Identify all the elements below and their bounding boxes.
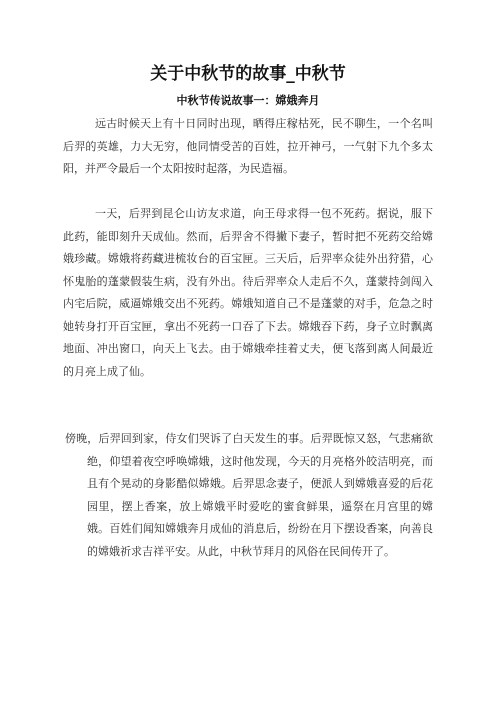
page-title: 关于中秋节的故事_中秋节 [150,64,346,84]
section-subtitle: 中秋节传说故事一：嫦娥奔月 [176,94,320,107]
paragraph-1: 远古时候天上有十日同时出现，晒得庄稼枯死，民不聊生，一个名叫后羿的英雄，力大无穷，他同情受苦的百姓，拉开神弓，一气射下九个多太阳，并严令最后一个太阳按时起落，为民造福。 [63,117,433,175]
paragraph-3: 傍晚，后羿回到家，侍女们哭诉了白天发生的事。后羿既惊又怒，气悲痛欲绝，仰望着夜空呼唤嫦娥，这时他发现，今天的月亮格外皎洁明亮，而且有个晃动的身影酷似嫦娥。后羿思念妻子，便派人到嫦娥喜爱的后花园里，摆上香案，放上嫦娥平时爱吃的蜜食鲜果，遥祭在月宫里的嫦娥。百姓们闻知嫦娥奔月成仙的消息后，纷纷在月下摆设香案，向善良的嫦娥祈求吉祥平安。从此，中秋节拜月的风俗在民间传开了。 [65,432,433,558]
paragraph-2: 一天，后羿到昆仑山访友求道，向王母求得一包不死药。据说，服下此药，能即刻升天成仙。然而，后羿舍不得撇下妻子，暂时把不死药交给嫦娥珍藏。嫦娥将药藏进梳妆台的百宝匣。三天后，后羿率众徒外出狩猎，心怀鬼胎的蓬蒙假装生病，没有外出。待后羿率众人走后不久，蓬蒙持剑闯入内宅后院，威逼嫦娥交出不死药。嫦娥知道自己不是蓬蒙的对手，危急之时她转身打开百宝匣，拿出不死药一口吞了下去。嫦娥吞下药，身子立时飘离地面、冲出窗口，向天上飞去。由于嫦娥牵挂着丈夫，便飞落到离人间最近的月亮上成了仙。 [63,207,433,378]
